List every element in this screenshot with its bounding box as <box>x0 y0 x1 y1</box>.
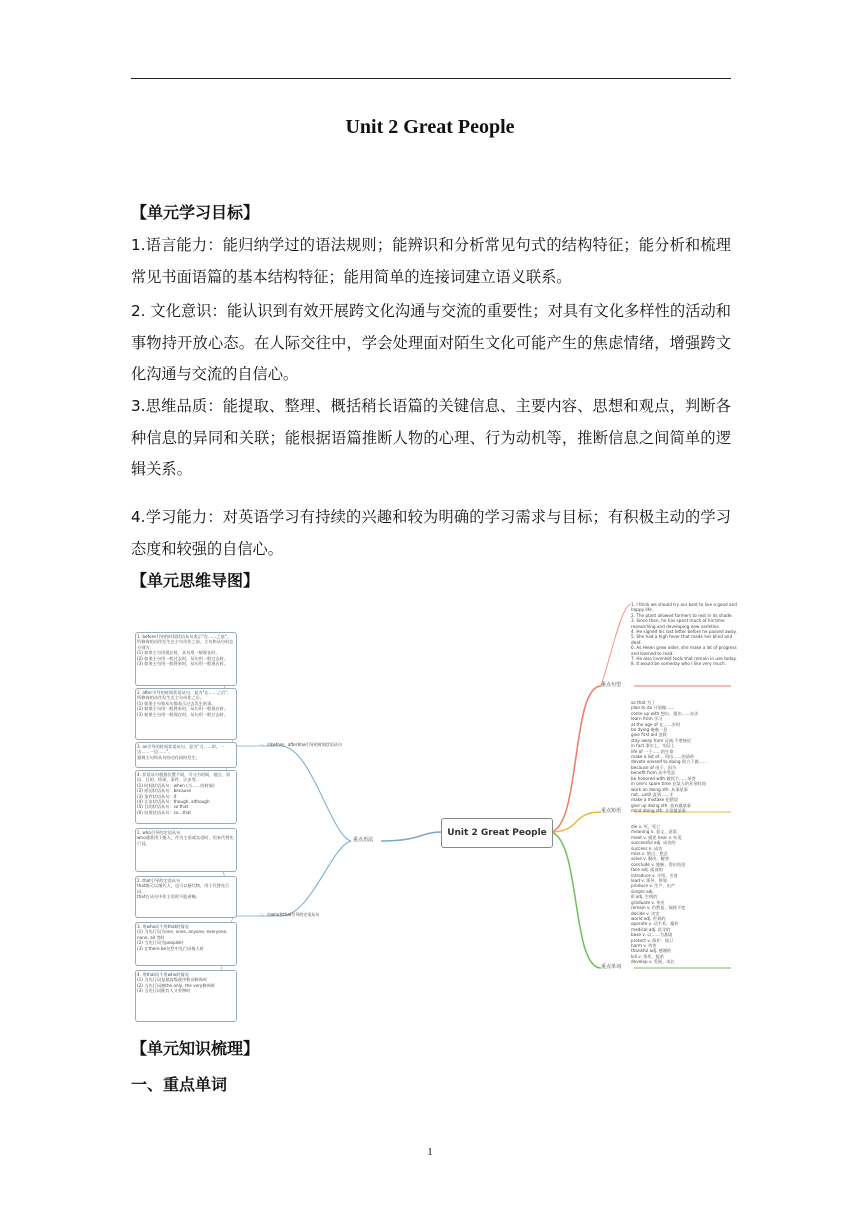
header-rule <box>131 78 731 79</box>
grammar-adverbial: 4. 状语从句根据位置不同，可分为时间、地点、原因、目的、结果、条件、让步等。 (1) 时间状语从句：when (当……的时候) (2) 原因状语从句：because (3) 条件状语从句：if (4) 让步状语从句：though, although (5) 目的状语从句：so that (6) 结果状语从句：so…that <box>137 772 231 815</box>
words-list: die v. 死，死亡 meaning n. 意义，意思 meet v. 遇见 hear v. 听见 successful adj. 成功的 success n. 成功 miss v. 错过、想念 solve v. 解决、解答 conclude v. 推断、得出结论 face adj. 面部的 introduce v. 介绍、引进 lead v. 领导、带领 produce v. 生产、出产 simple adj. ill adj. 生病的 graduate v. 毕业 remain v. 仍然是、保持不变 decide v. 决定 world adj. 世界的 operate v. 动手术、操作 medical adj. 医学的 base v. 以……为基础 protect v. 保护、保卫 harm v. 伤害 thankful adj. 感谢的 kill v. 杀死、扼杀 develop v. 发展、成长 <box>631 824 686 965</box>
grammar-as: 3. as引导的时间状语从句，意为"当……时，一边……一边……"， 强调主句和从句的动作同时发生。 <box>137 744 225 760</box>
mind-map <box>131 596 740 1024</box>
mindmap-heading: 【单元思维导图】 <box>131 571 260 590</box>
sentences-list: 1. I think we should try our best to live a good and happy life. 2. The plant allowed farmers to rest in its shade. 3. Since then, he has spent much of his time researching and developing new varieties. 4. He signed his last letter before he passed away. 5. She had a high fever that made her blind and deaf. 6. As Helen grew older, she make a lot of progress and learned to read. 7. He also invented tools that remain in use today. 8. It would be someday who I like very much. <box>631 602 737 667</box>
knowledge-heading: 【单元知识梳理】 <box>131 1039 260 1058</box>
mind-map-center: Unit 2 Great People <box>441 818 553 848</box>
paragraph-culture: 2. 文化意识：能认识到有效开展跨文化沟通与交流的重要性；对具有文化多样性的活动和事物持开放心态。在人际交往中，学会处理面对陌生文化可能产生的焦虑情绪，增强跨文化沟通与交流的自信心。 <box>131 302 731 383</box>
grammar-sub-time-clauses: 一、由before、after和as引导的时间状语从句 <box>259 742 342 747</box>
vocab-heading: 一、重点单词 <box>131 1075 228 1094</box>
grammar-who-not-that: 3. 用who而不用that的情况 (1) 当先行词为one, ones, anyone, everyone, none, all 等时 (2) 当先行词为people时 (3) 在there be句型中先行词指人时 <box>137 924 228 951</box>
grammar-that-not-who: 4. 用that而不用who的情况 (1) 当先行词是最高级或序数词修饰时 (2) 当先行词被the only, the very修饰时 (3) 当先行词既有人又有物时 <box>137 972 215 994</box>
paragraph-learning: 4.学习能力：对英语学习有持续的兴趣和较为明确的学习需求与目标；有积极主动的学习态度和较强的自信心。 <box>131 508 731 558</box>
grammar-after: 2. after引导的时间状语从句，意为"在……之后"， 所修饰的动作发生在主句动作之后。 (1) 如果主句和从句都表示过去发生的事。 (2) 如果主句用一般将来时，从句用一般现在时。 (3) 如果主句用一般现在时，从句用一般过去时。 <box>137 690 232 717</box>
grammar-sub-relative-clauses: 二、由who和that引导的定语从句 <box>259 912 320 917</box>
grammar-before: 1. before引导的时间状语从句表示"在……之前"， 所修饰的动作发生在主句动作之前，主句和从句时态分别为： (1) 如果主句用现在时，从句用一般现在时。 (2) 如果主句用一般过去时，从句用一般过去时。 (3) 如果主句用一般将来时，从句用一般现在时。 <box>137 634 234 667</box>
phrases-list: so that 为了 plan to do 计划做…… come up with 想出、提出……办法 learn from 学习 at the age of 在……岁时 be dying 奄奄一息 give first aid 急救 stay away from 远离,不要接近 in fact 事实上、实际上 life of 一个……的生命 make a list of… 列出……的清单 devote oneself to doing 致力于做…… because of 由于、因为 benefit from 从中受益 be honored with 被授予……荣誉 in one's spare time 在某人的业余时间 work on doing sth. 从事某事 not…until 直到……才 make a mistake 犯错误 give up doing sth. 放弃做某事 mind doing sth. 介意做某事 <box>631 700 708 814</box>
branch-sentences: 重点句型 <box>601 682 622 688</box>
objectives-heading: 【单元学习目标】 <box>131 203 260 222</box>
page-number: 1 <box>427 1146 433 1158</box>
grammar-that: 2. that引导的定语从句 that既可以指代人，也可以指代物，用于代替先行词。 that在从句中作主语时不能省略。 <box>137 878 230 900</box>
paragraph-thinking: 3.思维品质：能提取、整理、概括稍长语篇的关键信息、主要内容、思想和观点，判断各种信息的异同和关联；能根据语篇推断人物的心理、行为动机等，推断信息之间简单的逻辑关系。 <box>131 397 731 478</box>
document-title: Unit 2 Great People <box>345 116 515 138</box>
branch-words: 重点单词 <box>601 964 622 970</box>
branch-grammar: 重点语法 <box>353 837 374 843</box>
branch-phrases: 重点短语 <box>601 808 622 814</box>
grammar-who: 1. who引导的定语从句 who通常用于指人，作为主语或宾语时，用来代替先行词。 <box>137 830 234 846</box>
paragraph-language: 1.语言能力：能归纳学过的语法规则；能辨识和分析常见句式的结构特征；能分析和梳理常见书面语篇的基本结构特征；能用简单的连接词建立语义联系。 <box>131 236 731 286</box>
